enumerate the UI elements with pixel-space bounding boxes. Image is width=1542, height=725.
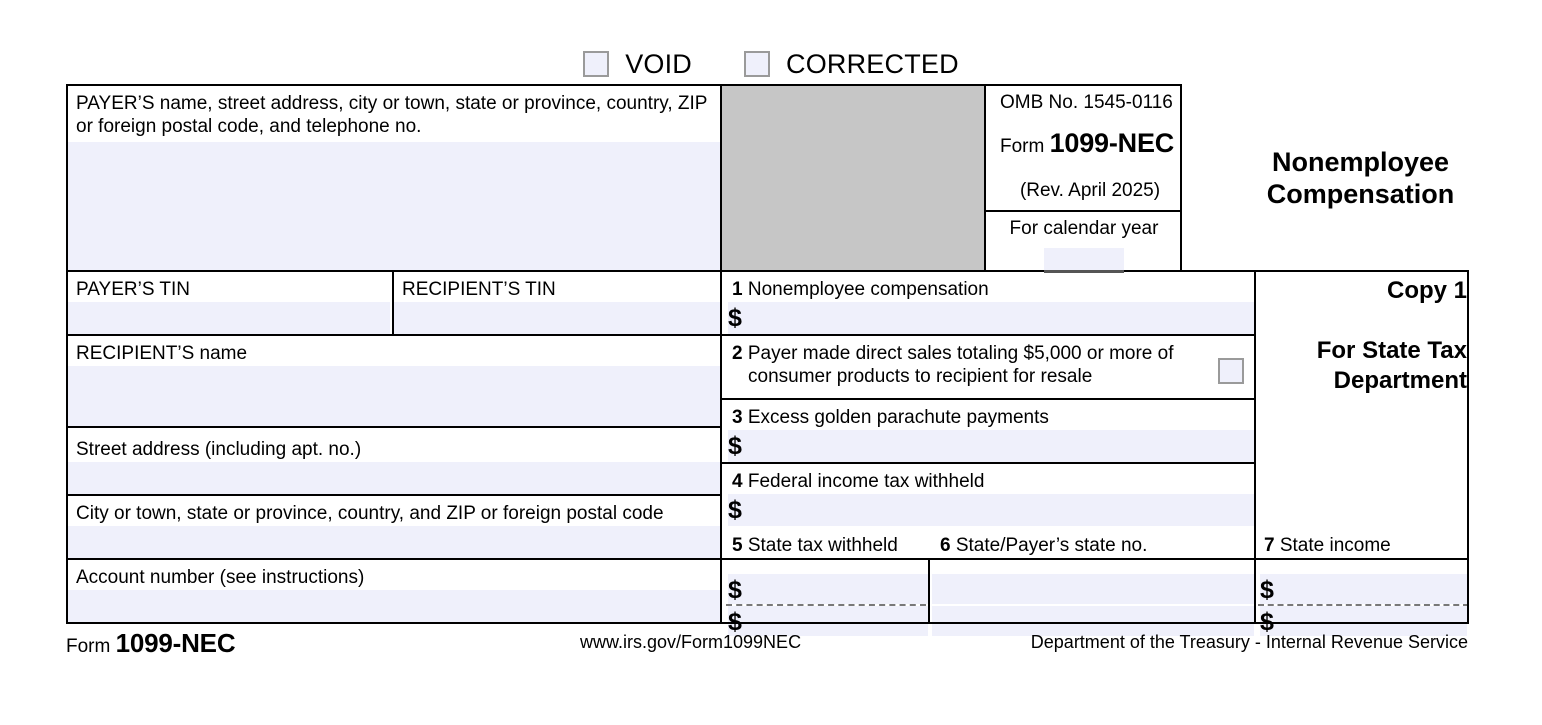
rule-tin-bottom	[66, 334, 1256, 336]
recipient-tin-label: RECIPIENT’S TIN	[402, 279, 556, 300]
rule-left-col-edge	[720, 84, 722, 622]
box7-number: 7	[1264, 535, 1275, 556]
box5-currency-symbol-row1: $	[728, 576, 742, 604]
rule-city-bottom	[66, 558, 1469, 560]
form-footer	[0, 628, 1542, 668]
box6-label: State/Payer’s state no.	[955, 535, 1148, 556]
box5-number: 5	[732, 535, 743, 556]
box7-currency-symbol-row2: $	[1260, 608, 1274, 636]
form-number-value: 1099-NEC	[1049, 128, 1175, 158]
box7-value-field-row1[interactable]	[1260, 574, 1467, 604]
omb-number: OMB No. 1545-0116	[1000, 92, 1173, 113]
form-title-line2: Compensation	[1266, 179, 1455, 209]
rule-left-edge	[66, 84, 68, 622]
city-state-zip-field[interactable]	[68, 526, 720, 558]
rule-box3-bottom	[722, 462, 1256, 464]
box1-currency-symbol: $	[728, 304, 742, 332]
calendar-year-field[interactable]	[1044, 248, 1124, 273]
treasury-department-label: Department of the Treasury - Internal Revenue Service	[1030, 632, 1468, 652]
payer-caption-line1: PAYER’S name, street address, city or town, state or province, country, ZIP	[76, 93, 708, 114]
box3-value-field[interactable]	[728, 430, 1256, 462]
rule-box56-divider	[928, 558, 930, 622]
box3-currency-symbol: $	[728, 432, 742, 460]
box4-currency-symbol: $	[728, 496, 742, 524]
rule-tin-divider	[392, 270, 394, 334]
copy-purpose-line2: Department	[1333, 367, 1467, 394]
street-address-field[interactable]	[68, 462, 720, 494]
irs-website-link[interactable]: www.irs.gov/Form1099NEC	[580, 632, 802, 652]
rule-street-bottom	[66, 494, 722, 496]
box2-label-line1: Payer made direct sales totaling $5,000 or more of	[747, 343, 1174, 364]
box7-label: State income	[1279, 535, 1391, 556]
copy-purpose	[1254, 336, 1467, 396]
recipient-tin-field[interactable]	[394, 302, 720, 334]
footer-form-id	[66, 628, 235, 662]
corrected-checkbox[interactable]	[744, 51, 770, 77]
box3-number: 3	[732, 407, 743, 428]
rule-grey-right-edge	[984, 84, 986, 270]
calendar-year-label: For calendar year	[1009, 218, 1159, 239]
box5-value-field-row1[interactable]	[728, 574, 928, 604]
box5-caption	[732, 534, 898, 557]
box3-caption	[732, 406, 1049, 429]
void-label: VOID	[625, 48, 692, 79]
box4-label: Federal income tax withheld	[747, 471, 985, 492]
street-address-label: Street address (including apt. no.)	[76, 439, 362, 460]
payer-tin-label: PAYER’S TIN	[76, 279, 191, 300]
footer-form-number: 1099-NEC	[115, 628, 236, 658]
footer-form-prefix: Form	[66, 636, 111, 657]
form-title	[1254, 146, 1467, 210]
rule-omb-bottom	[986, 210, 1182, 212]
form-number-line	[1000, 128, 1175, 158]
box4-value-field[interactable]	[728, 494, 1256, 526]
rule-bottom	[66, 622, 1469, 624]
rule-box2-bottom	[722, 398, 1256, 400]
box6-number: 6	[940, 535, 951, 556]
corrected-group	[744, 48, 959, 79]
void-checkbox[interactable]	[583, 51, 609, 77]
box4-caption	[732, 470, 984, 493]
box2-label-line2: consumer products to recipient for resale	[748, 366, 1093, 387]
box6-caption	[940, 534, 1147, 557]
account-number-field[interactable]	[68, 590, 720, 622]
rule-top	[66, 84, 1182, 86]
box1-caption	[732, 278, 989, 301]
void-corrected-row	[0, 44, 1542, 84]
box1-number: 1	[732, 279, 743, 300]
box2-checkbox[interactable]	[1218, 358, 1244, 384]
recipient-name-label: RECIPIENT’S name	[76, 343, 248, 364]
box1-label: Nonemployee compensation	[747, 279, 989, 300]
rule-copy-col-divider	[1254, 270, 1256, 622]
rule-payer-bottom	[66, 270, 1469, 272]
box1-value-field[interactable]	[728, 302, 1256, 334]
form-prefix-label: Form	[1000, 136, 1045, 157]
form-title-line1: Nonemployee	[1271, 147, 1450, 177]
grey-block	[722, 86, 986, 270]
box2-caption-line1	[732, 342, 1173, 365]
recipient-name-field[interactable]	[68, 366, 720, 426]
box4-number: 4	[732, 471, 743, 492]
box5-label: State tax withheld	[747, 535, 898, 556]
box7-row-divider	[1258, 604, 1469, 606]
corrected-label: CORRECTED	[786, 48, 959, 79]
void-group	[583, 48, 692, 79]
box5-row-divider	[726, 604, 926, 606]
box2-number: 2	[732, 343, 743, 364]
payer-tin-field[interactable]	[68, 302, 390, 334]
city-state-zip-label: City or town, state or province, country, and ZIP or foreign postal code	[76, 503, 664, 524]
box7-caption	[1264, 534, 1391, 557]
form-body	[66, 84, 1469, 636]
form-revision: (Rev. April 2025)	[1019, 180, 1161, 201]
rule-recipient-name-bottom	[66, 426, 722, 428]
payer-value-field[interactable]	[68, 142, 720, 270]
account-number-label: Account number (see instructions)	[76, 567, 365, 588]
box3-label: Excess golden parachute payments	[747, 407, 1049, 428]
rule-right-edge	[1467, 270, 1469, 622]
box6-value-field-row1[interactable]	[932, 574, 1254, 604]
box7-currency-symbol-row1: $	[1260, 576, 1274, 604]
payer-caption-line2: or foreign postal code, and telephone no.	[76, 116, 422, 137]
copy-heading: Copy 1	[1386, 277, 1467, 304]
box5-currency-symbol-row2: $	[728, 608, 742, 636]
copy-purpose-line1: For State Tax	[1316, 337, 1467, 364]
rule-omb-right-edge	[1180, 84, 1182, 270]
